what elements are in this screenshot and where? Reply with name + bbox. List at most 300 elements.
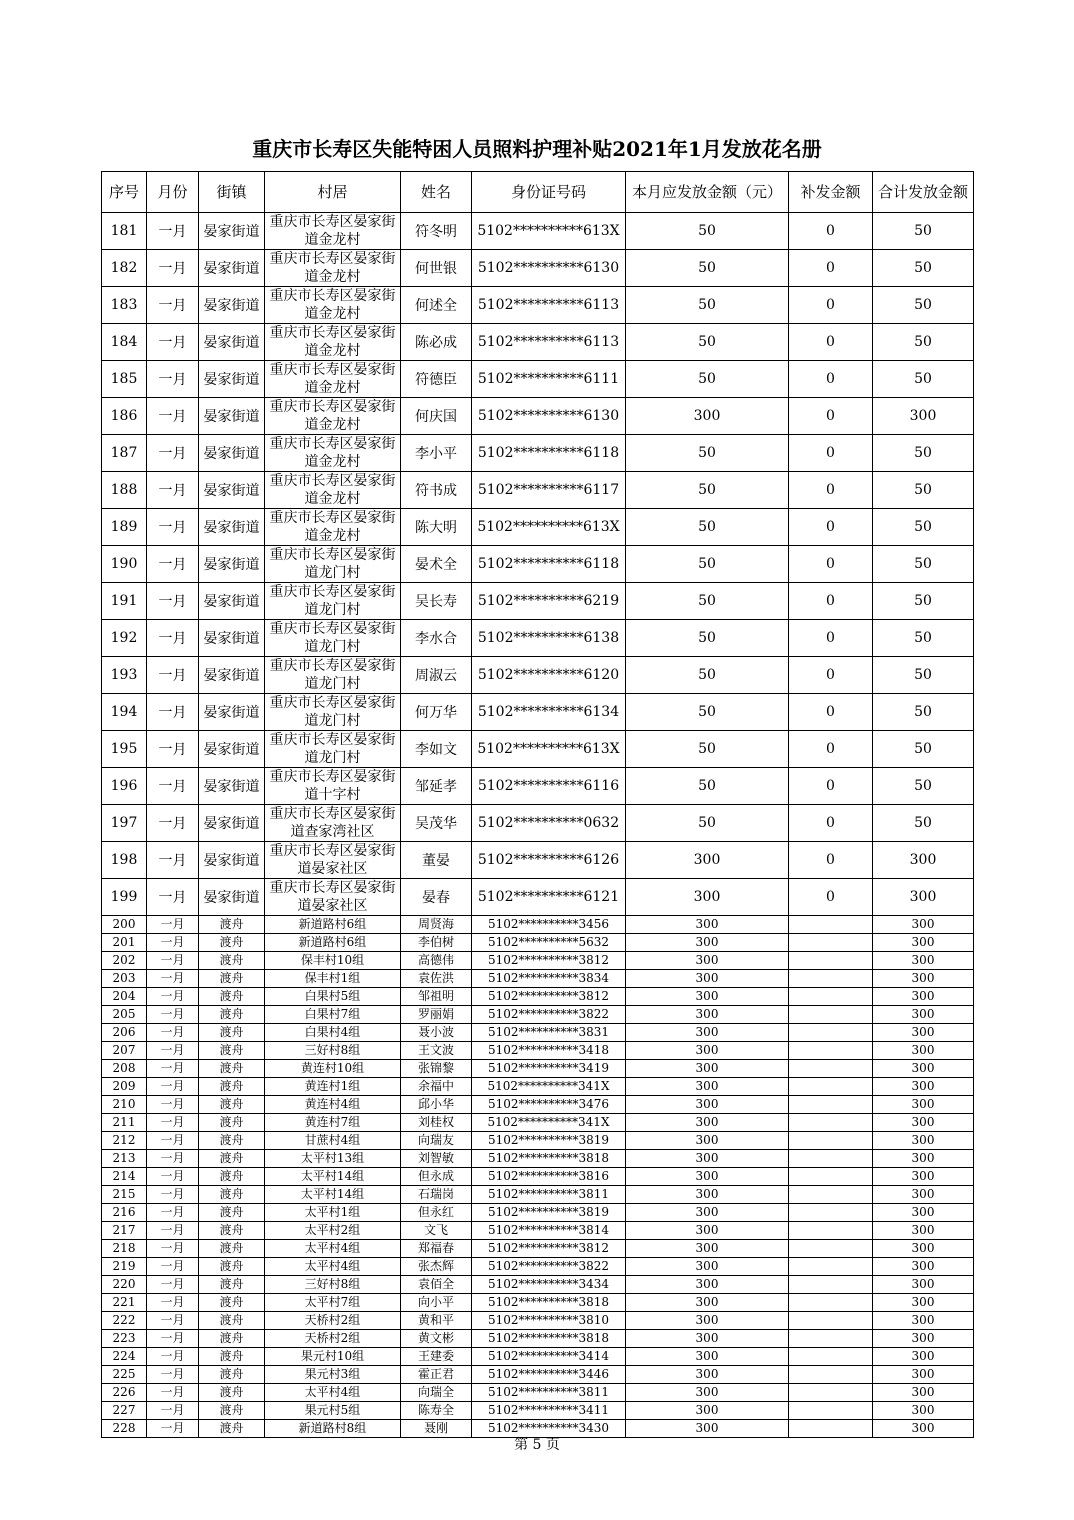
table-cell: 300 (626, 1060, 789, 1078)
table-cell: 保丰村10组 (265, 952, 401, 970)
table-cell: 300 (873, 916, 974, 934)
table-cell: 300 (873, 988, 974, 1006)
table-cell: 渡舟 (199, 988, 265, 1006)
table-cell: 渡舟 (199, 1222, 265, 1240)
table-cell: 晏家街道 (199, 398, 265, 435)
table-cell: 黄连村7组 (265, 1114, 401, 1132)
table-cell: 晏家街道 (199, 287, 265, 324)
table-row (102, 1078, 974, 1096)
table-cell: 重庆市长寿区晏家街道晏家社区 (265, 842, 401, 879)
table-cell (789, 1132, 873, 1150)
table-cell: 50 (626, 546, 789, 583)
table-cell: 陈必成 (401, 324, 472, 361)
table-row (102, 731, 974, 768)
table-cell: 太平村2组 (265, 1222, 401, 1240)
table-cell: 一月 (147, 1312, 199, 1330)
table-cell: 一月 (147, 1222, 199, 1240)
table-cell: 300 (873, 1402, 974, 1420)
table-cell: 5102**********3810 (472, 1312, 626, 1330)
table-cell: 192 (102, 620, 147, 657)
table-cell: 但永成 (401, 1168, 472, 1186)
table-cell: 50 (873, 546, 974, 583)
table-row (102, 472, 974, 509)
table-cell: 一月 (147, 916, 199, 934)
table-cell: 黄连村4组 (265, 1096, 401, 1114)
table-cell: 渡舟 (199, 1294, 265, 1312)
table-cell (789, 1258, 873, 1276)
table-cell: 晏家街道 (199, 879, 265, 916)
table-cell: 221 (102, 1294, 147, 1312)
table-cell: 0 (789, 694, 873, 731)
table-cell: 5102**********341X (472, 1114, 626, 1132)
table-cell: 一月 (147, 287, 199, 324)
table-cell: 50 (626, 805, 789, 842)
table-cell: 一月 (147, 213, 199, 250)
table-cell: 5102**********6138 (472, 620, 626, 657)
table-cell: 重庆市长寿区晏家街道晏家社区 (265, 879, 401, 916)
table-cell: 300 (873, 934, 974, 952)
table-cell: 一月 (147, 805, 199, 842)
table-row (102, 1060, 974, 1078)
table-cell: 300 (873, 1384, 974, 1402)
table-row (102, 1186, 974, 1204)
table-cell: 一月 (147, 1240, 199, 1258)
table-cell: 5102**********6120 (472, 657, 626, 694)
table-header-row (102, 172, 974, 213)
table-cell: 300 (873, 1150, 974, 1168)
table-cell: 渡舟 (199, 1258, 265, 1276)
table-cell: 300 (626, 952, 789, 970)
table-cell: 天桥村2组 (265, 1312, 401, 1330)
table-row (102, 1294, 974, 1312)
table-cell: 渡舟 (199, 1402, 265, 1420)
table-cell: 果元村5组 (265, 1402, 401, 1420)
table-cell: 300 (626, 398, 789, 435)
table-cell: 5102**********341X (472, 1078, 626, 1096)
table-cell: 符书成 (401, 472, 472, 509)
header-cell: 月份 (147, 172, 199, 213)
table-cell: 300 (873, 1204, 974, 1222)
table-cell: 191 (102, 583, 147, 620)
table-cell: 太平村14组 (265, 1168, 401, 1186)
table-cell: 一月 (147, 1186, 199, 1204)
table-cell: 50 (626, 435, 789, 472)
table-cell: 一月 (147, 1384, 199, 1402)
table-row (102, 1420, 974, 1438)
table-cell: 一月 (147, 1168, 199, 1186)
table-cell: 213 (102, 1150, 147, 1168)
header-cell: 序号 (102, 172, 147, 213)
table-cell: 高德伟 (401, 952, 472, 970)
table-cell: 李小平 (401, 435, 472, 472)
table-cell: 重庆市长寿区晏家街道龙门村 (265, 694, 401, 731)
table-cell: 太平村14组 (265, 1186, 401, 1204)
table-cell: 223 (102, 1330, 147, 1348)
table-cell: 5102**********6134 (472, 694, 626, 731)
table-cell: 300 (873, 879, 974, 916)
table-cell: 5102**********3456 (472, 916, 626, 934)
table-cell: 300 (626, 1276, 789, 1294)
table-cell: 渡舟 (199, 1420, 265, 1438)
table-cell: 203 (102, 970, 147, 988)
table-row (102, 620, 974, 657)
table-row (102, 694, 974, 731)
table-cell: 晏家街道 (199, 768, 265, 805)
table-row (102, 361, 974, 398)
table-cell: 符冬明 (401, 213, 472, 250)
table-cell: 一月 (147, 472, 199, 509)
table-cell: 渡舟 (199, 1366, 265, 1384)
table-cell: 渡舟 (199, 1276, 265, 1294)
table-cell: 5102**********3819 (472, 1132, 626, 1150)
table-cell: 300 (626, 1186, 789, 1204)
table-cell: 300 (873, 952, 974, 970)
table-cell: 300 (873, 1006, 974, 1024)
table-cell: 渡舟 (199, 1168, 265, 1186)
table-row (102, 1024, 974, 1042)
table-cell: 陈寿全 (401, 1402, 472, 1420)
table-cell: 50 (873, 657, 974, 694)
table-cell: 5102**********3476 (472, 1096, 626, 1114)
table-cell: 182 (102, 250, 147, 287)
table-cell: 300 (873, 1042, 974, 1060)
table-row (102, 1132, 974, 1150)
table-cell: 300 (626, 1132, 789, 1150)
table-cell: 王建委 (401, 1348, 472, 1366)
table-cell (789, 1024, 873, 1042)
table-cell: 196 (102, 768, 147, 805)
table-cell: 袁佐洪 (401, 970, 472, 988)
table-cell: 渡舟 (199, 1384, 265, 1402)
table-cell: 一月 (147, 842, 199, 879)
table-cell: 300 (873, 1078, 974, 1096)
table-cell (789, 988, 873, 1006)
table-cell: 黄文彬 (401, 1330, 472, 1348)
table-row (102, 1096, 974, 1114)
table-cell: 晏家街道 (199, 731, 265, 768)
table-cell (789, 1204, 873, 1222)
table-cell: 吴长寿 (401, 583, 472, 620)
table-cell: 渡舟 (199, 1240, 265, 1258)
table-cell: 太平村13组 (265, 1150, 401, 1168)
table-cell (789, 1402, 873, 1420)
table-cell: 渡舟 (199, 1348, 265, 1366)
table-cell: 208 (102, 1060, 147, 1078)
table-cell: 一月 (147, 546, 199, 583)
table-cell: 50 (873, 768, 974, 805)
table-cell: 重庆市长寿区晏家街道金龙村 (265, 287, 401, 324)
table-cell: 太平村1组 (265, 1204, 401, 1222)
table-cell: 渡舟 (199, 1150, 265, 1168)
table-cell: 201 (102, 934, 147, 952)
table-cell: 一月 (147, 1402, 199, 1420)
table-cell: 5102**********613X (472, 509, 626, 546)
table-cell: 一月 (147, 620, 199, 657)
table-cell: 50 (873, 805, 974, 842)
table-cell: 渡舟 (199, 1312, 265, 1330)
table-cell: 渡舟 (199, 1096, 265, 1114)
table-row (102, 952, 974, 970)
header-cell: 合计发放金额 (873, 172, 974, 213)
table-cell: 50 (873, 731, 974, 768)
table-cell: 刘桂权 (401, 1114, 472, 1132)
table-cell: 300 (873, 1024, 974, 1042)
table-cell: 一月 (147, 657, 199, 694)
table-cell: 晏家街道 (199, 657, 265, 694)
table-cell: 219 (102, 1258, 147, 1276)
table-row (102, 324, 974, 361)
table-cell: 300 (626, 1366, 789, 1384)
table-row (102, 1222, 974, 1240)
table-row (102, 1150, 974, 1168)
header-cell: 街镇 (199, 172, 265, 213)
table-cell: 300 (626, 1312, 789, 1330)
header-cell: 姓名 (401, 172, 472, 213)
table-cell: 太平村4组 (265, 1384, 401, 1402)
table-cell: 300 (873, 1060, 974, 1078)
table-cell: 邹延孝 (401, 768, 472, 805)
table-cell: 300 (873, 1132, 974, 1150)
table-cell: 一月 (147, 952, 199, 970)
table-cell: 50 (626, 768, 789, 805)
table-cell: 渡舟 (199, 1114, 265, 1132)
table-cell (789, 1042, 873, 1060)
table-row (102, 1114, 974, 1132)
table-cell: 300 (873, 398, 974, 435)
table-cell: 5102**********3812 (472, 1240, 626, 1258)
table-cell: 5102**********3811 (472, 1384, 626, 1402)
table-cell: 一月 (147, 1366, 199, 1384)
table-cell: 渡舟 (199, 1060, 265, 1078)
table-cell: 185 (102, 361, 147, 398)
table-cell: 5102**********3418 (472, 1042, 626, 1060)
table-cell: 重庆市长寿区晏家街道龙门村 (265, 657, 401, 694)
table-cell: 5102**********3816 (472, 1168, 626, 1186)
table-cell: 刘智敏 (401, 1150, 472, 1168)
table-cell: 晏家街道 (199, 472, 265, 509)
table-cell: 一月 (147, 731, 199, 768)
table-row (102, 213, 974, 250)
table-cell: 5102**********3822 (472, 1006, 626, 1024)
table-cell: 300 (873, 1096, 974, 1114)
table-cell: 渡舟 (199, 970, 265, 988)
table-cell: 300 (873, 970, 974, 988)
table-cell: 5102**********3819 (472, 1204, 626, 1222)
table-row (102, 988, 974, 1006)
table-cell: 重庆市长寿区晏家街道金龙村 (265, 361, 401, 398)
table-cell: 渡舟 (199, 1186, 265, 1204)
table-cell: 张锦黎 (401, 1060, 472, 1078)
table-row (102, 583, 974, 620)
table-cell: 但永红 (401, 1204, 472, 1222)
table-cell: 渡舟 (199, 1204, 265, 1222)
table-cell: 226 (102, 1384, 147, 1402)
table-cell: 50 (626, 472, 789, 509)
table-cell: 新道路村6组 (265, 934, 401, 952)
table-cell: 一月 (147, 1204, 199, 1222)
table-cell: 0 (789, 398, 873, 435)
table-cell: 222 (102, 1312, 147, 1330)
table-cell (789, 1006, 873, 1024)
table-cell: 文飞 (401, 1222, 472, 1240)
table-cell: 300 (873, 1240, 974, 1258)
table-cell: 300 (626, 1150, 789, 1168)
table-cell: 晏家街道 (199, 583, 265, 620)
table-row (102, 1042, 974, 1060)
table-cell: 5102**********6117 (472, 472, 626, 509)
table-cell: 189 (102, 509, 147, 546)
table-cell: 50 (873, 472, 974, 509)
table-cell (789, 952, 873, 970)
table-cell: 300 (626, 1204, 789, 1222)
table-cell: 何述全 (401, 287, 472, 324)
table-cell: 白果村5组 (265, 988, 401, 1006)
table-cell: 211 (102, 1114, 147, 1132)
table-cell: 300 (626, 1384, 789, 1402)
table-cell (789, 1384, 873, 1402)
table-cell (789, 1240, 873, 1258)
table-cell: 黄连村10组 (265, 1060, 401, 1078)
table-cell: 一月 (147, 970, 199, 988)
table-row (102, 970, 974, 988)
table-cell: 188 (102, 472, 147, 509)
table-cell (789, 916, 873, 934)
table-cell (789, 1330, 873, 1348)
table-cell: 何万华 (401, 694, 472, 731)
table-cell: 181 (102, 213, 147, 250)
table-cell: 李伯树 (401, 934, 472, 952)
table-cell: 300 (626, 1006, 789, 1024)
table-cell: 0 (789, 361, 873, 398)
table-cell: 5102**********3811 (472, 1186, 626, 1204)
table-cell: 202 (102, 952, 147, 970)
table-cell: 300 (626, 934, 789, 952)
table-cell: 300 (626, 916, 789, 934)
table-cell: 重庆市长寿区晏家街道龙门村 (265, 620, 401, 657)
table-cell: 50 (873, 583, 974, 620)
table-cell (789, 1420, 873, 1438)
table-cell: 50 (873, 694, 974, 731)
table-cell: 重庆市长寿区晏家街道金龙村 (265, 250, 401, 287)
table-cell: 一月 (147, 1294, 199, 1312)
table-cell: 一月 (147, 1348, 199, 1366)
table-cell: 300 (626, 1114, 789, 1132)
table-cell: 0 (789, 879, 873, 916)
table-cell: 183 (102, 287, 147, 324)
table-cell: 一月 (147, 1276, 199, 1294)
table-cell: 209 (102, 1078, 147, 1096)
table-cell: 0 (789, 324, 873, 361)
table-cell: 300 (626, 1402, 789, 1420)
table-cell: 晏家街道 (199, 435, 265, 472)
table-cell: 50 (626, 324, 789, 361)
page-title: 重庆市长寿区失能特困人员照料护理补贴2021年1月发放花名册 (252, 137, 822, 161)
table-cell: 193 (102, 657, 147, 694)
table-cell: 217 (102, 1222, 147, 1240)
table-row (102, 509, 974, 546)
table-row (102, 1204, 974, 1222)
table-cell: 50 (626, 583, 789, 620)
table-cell: 5102**********6121 (472, 879, 626, 916)
table-cell: 0 (789, 213, 873, 250)
table-cell: 50 (873, 361, 974, 398)
table-cell: 184 (102, 324, 147, 361)
table-cell: 300 (626, 1330, 789, 1348)
table-cell: 重庆市长寿区晏家街道十字村 (265, 768, 401, 805)
table-cell: 197 (102, 805, 147, 842)
table-cell: 194 (102, 694, 147, 731)
table-cell: 三好村8组 (265, 1276, 401, 1294)
table-cell: 聂小波 (401, 1024, 472, 1042)
table-cell (789, 1276, 873, 1294)
table-cell: 新道路村6组 (265, 916, 401, 934)
table-cell: 50 (873, 287, 974, 324)
table-cell: 一月 (147, 1060, 199, 1078)
table-row (102, 1348, 974, 1366)
table-cell: 0 (789, 546, 873, 583)
table-cell: 保丰村1组 (265, 970, 401, 988)
table-cell: 300 (873, 1312, 974, 1330)
table-cell: 霍正君 (401, 1366, 472, 1384)
table-cell: 50 (626, 620, 789, 657)
table-cell: 5102**********3814 (472, 1222, 626, 1240)
table-cell: 195 (102, 731, 147, 768)
table-cell: 198 (102, 842, 147, 879)
table-cell: 果元村3组 (265, 1366, 401, 1384)
table-cell: 300 (873, 1420, 974, 1438)
table-cell: 5102**********3818 (472, 1330, 626, 1348)
table-cell: 0 (789, 805, 873, 842)
table-cell: 300 (873, 1114, 974, 1132)
table-cell: 一月 (147, 1132, 199, 1150)
table-row (102, 768, 974, 805)
table-cell: 罗丽娟 (401, 1006, 472, 1024)
table-cell: 周淑云 (401, 657, 472, 694)
table-cell: 300 (626, 1168, 789, 1186)
table-row (102, 287, 974, 324)
table-cell: 5102**********3446 (472, 1366, 626, 1384)
table-cell (789, 1168, 873, 1186)
table-cell: 5102**********3831 (472, 1024, 626, 1042)
table-cell: 一月 (147, 768, 199, 805)
table-cell: 一月 (147, 934, 199, 952)
table-cell: 300 (626, 879, 789, 916)
table-cell: 5102**********6113 (472, 324, 626, 361)
table-cell: 向小平 (401, 1294, 472, 1312)
table-cell: 5102**********3834 (472, 970, 626, 988)
table-cell: 5102**********3818 (472, 1294, 626, 1312)
table-cell: 周贤海 (401, 916, 472, 934)
table-cell: 300 (626, 1222, 789, 1240)
table-cell: 300 (626, 842, 789, 879)
table-cell: 5102**********3430 (472, 1420, 626, 1438)
table-cell: 5102**********3812 (472, 988, 626, 1006)
table-row (102, 1366, 974, 1384)
table-cell: 石瑞岗 (401, 1186, 472, 1204)
table-cell: 5102**********3411 (472, 1402, 626, 1420)
table-cell: 50 (873, 250, 974, 287)
table-cell: 50 (626, 213, 789, 250)
table-cell (789, 1366, 873, 1384)
table-cell: 一月 (147, 1114, 199, 1132)
table-cell: 0 (789, 842, 873, 879)
table-cell: 渡舟 (199, 934, 265, 952)
table-cell: 50 (626, 509, 789, 546)
table-cell: 50 (873, 620, 974, 657)
table-cell: 向瑞全 (401, 1384, 472, 1402)
table-cell: 一月 (147, 988, 199, 1006)
table-cell: 重庆市长寿区晏家街道龙门村 (265, 731, 401, 768)
